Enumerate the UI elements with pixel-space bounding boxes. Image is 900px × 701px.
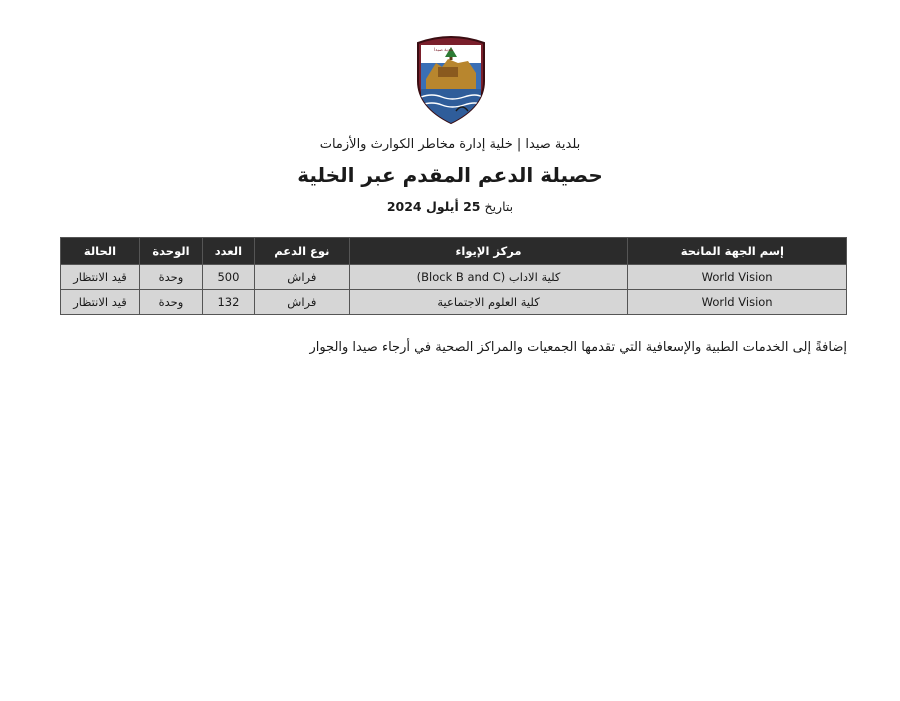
table-row xyxy=(61,265,847,290)
organization-subtitle: بلدية صيدا | خلية إدارة مخاطر الكوارث والأزمات xyxy=(319,137,581,152)
cell-donor: World Vision xyxy=(628,290,847,315)
header-unit: الوحدة xyxy=(139,238,202,265)
cell-shelter: كلية الاداب (Block B and C) xyxy=(349,265,627,290)
cell-shelter: كلية العلوم الاجتماعية xyxy=(349,290,627,315)
footnote: إضافةً إلى الخدمات الطبية والإسعافية التي تقدمها الجمعيات والمراكز الصحية في أرجاء صيدا والجوار xyxy=(309,340,847,355)
date-prefix: بتاريخ xyxy=(484,199,514,214)
support-table xyxy=(60,237,847,315)
cell-status: قيد الانتظار xyxy=(61,290,140,315)
municipality-crest-logo xyxy=(412,33,490,125)
cell-unit: وحدة xyxy=(139,290,202,315)
date-value: 25 أيلول 2024 xyxy=(386,199,481,214)
page-title: حصيلة الدعم المقدم عبر الخلية xyxy=(297,163,603,187)
header-donor: إسم الجهة المانحة xyxy=(628,238,847,265)
report-date xyxy=(0,199,900,214)
header-support-type: نوع الدعم xyxy=(254,238,349,265)
cell-support-type: فراش xyxy=(254,265,349,290)
header-count: العدد xyxy=(202,238,254,265)
cell-count: 500 xyxy=(202,265,254,290)
cell-status: قيد الانتظار xyxy=(61,265,140,290)
cell-count: 132 xyxy=(202,290,254,315)
table-row xyxy=(61,290,847,315)
header-shelter: مركز الإيواء xyxy=(349,238,627,265)
crest-text: بلدية صيدا xyxy=(434,48,453,53)
cell-support-type: فراش xyxy=(254,290,349,315)
cell-donor: World Vision xyxy=(628,265,847,290)
header-status: الحالة xyxy=(61,238,140,265)
table-header-row xyxy=(61,238,847,265)
cell-unit: وحدة xyxy=(139,265,202,290)
